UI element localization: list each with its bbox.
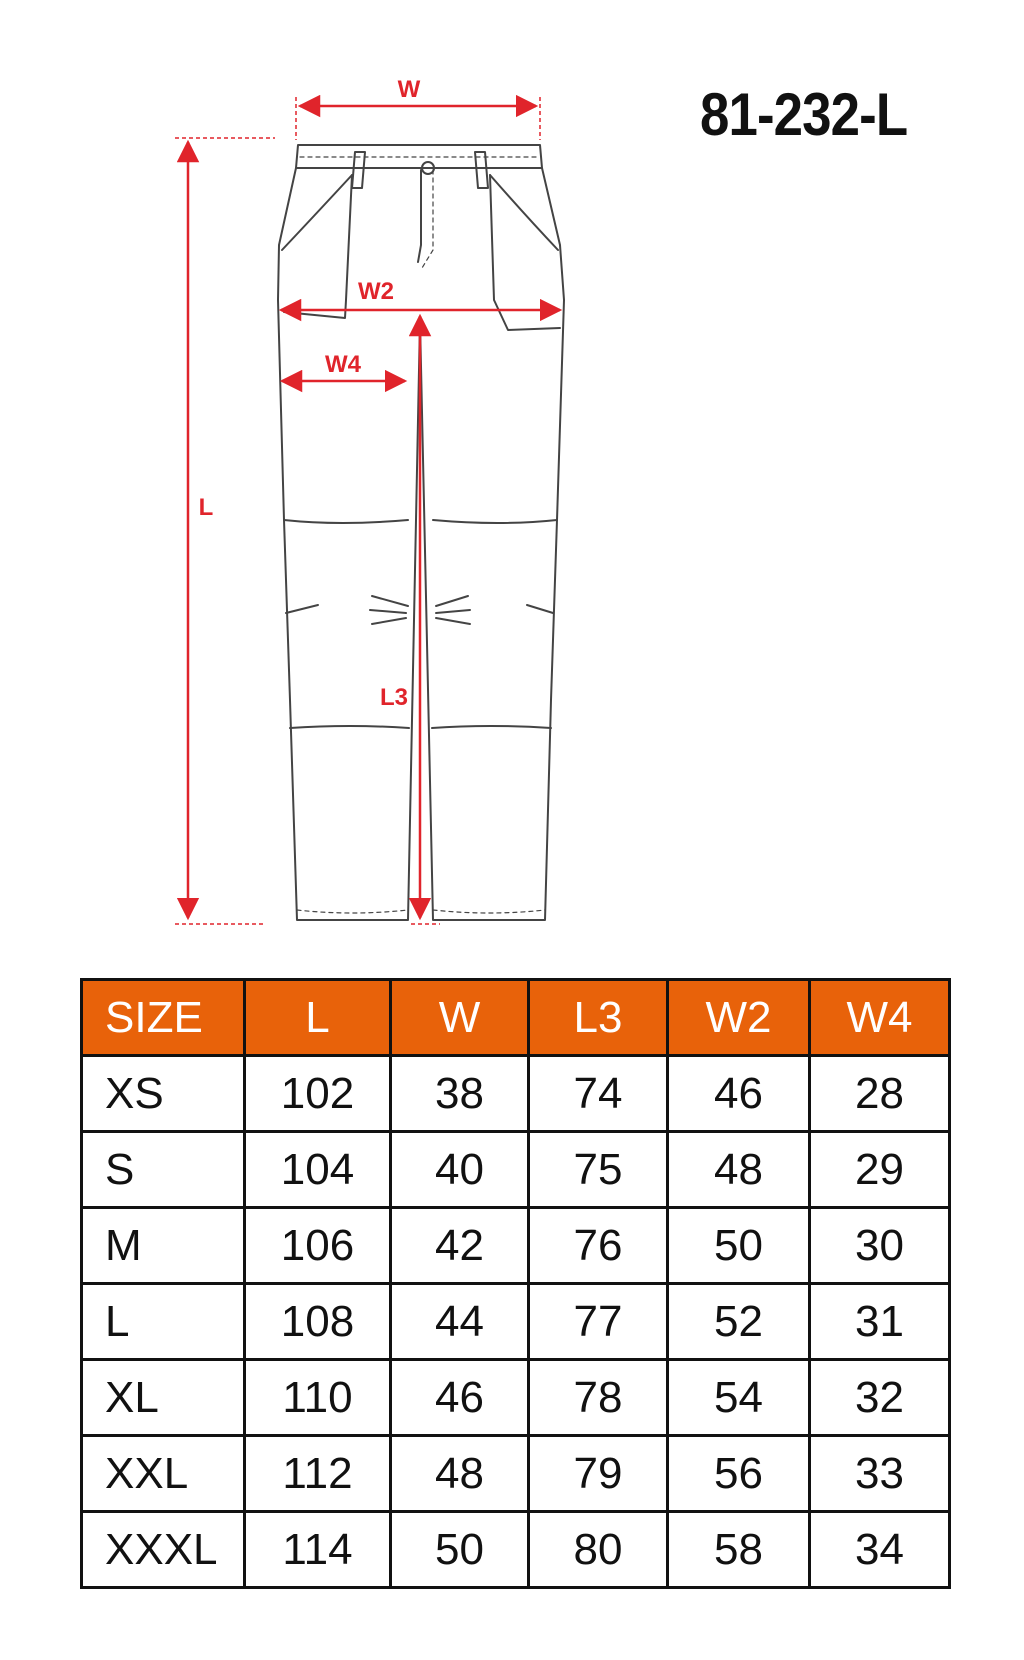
header-cell-w4: W4 <box>810 980 950 1056</box>
l-dimension-label: L <box>198 494 214 521</box>
size-cell: XXL <box>82 1436 245 1512</box>
table-cell: 112 <box>245 1436 391 1512</box>
table-row <box>82 1284 950 1360</box>
size-cell: M <box>82 1208 245 1284</box>
table-row <box>82 1208 950 1284</box>
table-row <box>82 1056 950 1132</box>
table-header-row <box>82 980 950 1056</box>
table-cell: 75 <box>529 1132 668 1208</box>
table-cell: 48 <box>668 1132 810 1208</box>
table-cell: 80 <box>529 1512 668 1588</box>
table-cell: 46 <box>668 1056 810 1132</box>
table-row <box>82 1132 950 1208</box>
table-cell: 77 <box>529 1284 668 1360</box>
table-body <box>82 1056 950 1588</box>
table-cell: 102 <box>245 1056 391 1132</box>
w-dimension-label: W <box>397 76 421 103</box>
table-cell: 52 <box>668 1284 810 1360</box>
header-cell-l: L <box>245 980 391 1056</box>
table-cell: 79 <box>529 1436 668 1512</box>
table-row <box>82 1436 950 1512</box>
table-cell: 34 <box>810 1512 950 1588</box>
l3-dimension-label: L3 <box>379 684 409 711</box>
dimension-arrows <box>188 106 560 918</box>
header-cell-w: W <box>391 980 529 1056</box>
product-code: 81-232-L <box>700 81 908 148</box>
table-cell: 78 <box>529 1360 668 1436</box>
size-cell: XL <box>82 1360 245 1436</box>
table-cell: 29 <box>810 1132 950 1208</box>
table-cell: 54 <box>668 1360 810 1436</box>
table-cell: 58 <box>668 1512 810 1588</box>
table-cell: 50 <box>668 1208 810 1284</box>
table-row <box>82 1512 950 1588</box>
table-cell: 28 <box>810 1056 950 1132</box>
table-cell: 33 <box>810 1436 950 1512</box>
size-cell: S <box>82 1132 245 1208</box>
table-cell: 56 <box>668 1436 810 1512</box>
size-cell: L <box>82 1284 245 1360</box>
table-cell: 106 <box>245 1208 391 1284</box>
table-cell: 108 <box>245 1284 391 1360</box>
table-cell: 44 <box>391 1284 529 1360</box>
size-table <box>80 978 951 1589</box>
table-cell: 38 <box>391 1056 529 1132</box>
table-cell: 114 <box>245 1512 391 1588</box>
table-cell: 76 <box>529 1208 668 1284</box>
table-cell: 32 <box>810 1360 950 1436</box>
table-cell: 48 <box>391 1436 529 1512</box>
table-cell: 110 <box>245 1360 391 1436</box>
table-cell: 40 <box>391 1132 529 1208</box>
table-cell: 30 <box>810 1208 950 1284</box>
table-cell: 42 <box>391 1208 529 1284</box>
table-cell: 50 <box>391 1512 529 1588</box>
header-cell-w2: W2 <box>668 980 810 1056</box>
header-cell-size: SIZE <box>82 980 245 1056</box>
size-cell: XXXL <box>82 1512 245 1588</box>
header-cell-l3: L3 <box>529 980 668 1056</box>
size-cell: XS <box>82 1056 245 1132</box>
extension-lines <box>175 97 540 924</box>
table-cell: 46 <box>391 1360 529 1436</box>
table-cell: 104 <box>245 1132 391 1208</box>
w2-dimension-label: W2 <box>358 278 394 305</box>
w4-dimension-label: W4 <box>325 351 361 378</box>
table-row <box>82 1360 950 1436</box>
table-cell: 31 <box>810 1284 950 1360</box>
table-cell: 74 <box>529 1056 668 1132</box>
